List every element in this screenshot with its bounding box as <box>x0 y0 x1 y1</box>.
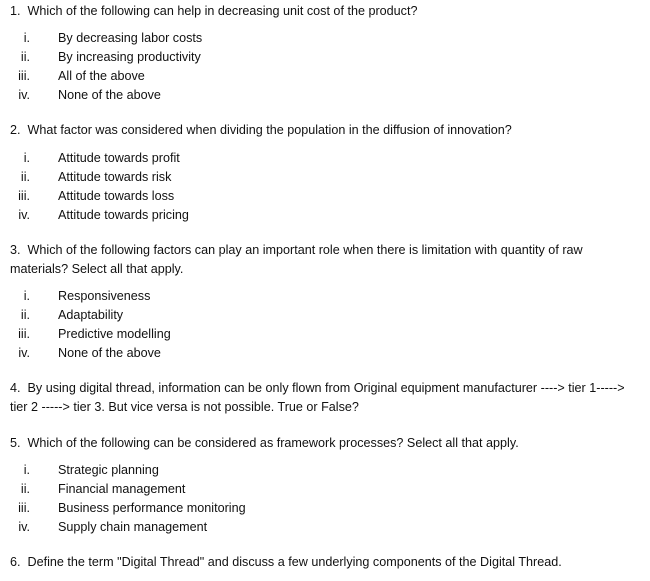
question-2 <box>10 121 640 140</box>
question-3-options <box>0 287 640 363</box>
option-text: Adaptability <box>58 308 124 322</box>
option-numeral: i. <box>23 31 30 45</box>
option-item <box>0 67 640 86</box>
option-text: All of the above <box>58 69 145 83</box>
option-text: Business performance monitoring <box>58 501 246 515</box>
option-numeral: iii. <box>18 69 30 83</box>
question-1 <box>10 2 640 21</box>
option-text: Responsiveness <box>58 289 151 303</box>
question-text: Which of the following can be considered as framework processes? Select all that apply. <box>27 436 519 450</box>
option-item <box>0 499 640 518</box>
option-numeral: iii. <box>18 189 30 203</box>
option-item <box>0 287 640 306</box>
option-item <box>0 518 640 537</box>
question-number: 3. <box>10 243 21 257</box>
option-item <box>0 149 640 168</box>
option-text: Predictive modelling <box>58 327 171 341</box>
option-numeral: iii. <box>18 501 30 515</box>
question-text: Define the term "Digital Thread" and discuss a few underlying components of the Digital Thread. <box>27 555 562 569</box>
option-numeral: iii. <box>18 327 30 341</box>
option-numeral: i. <box>23 289 30 303</box>
option-item <box>0 206 640 225</box>
option-text: None of the above <box>58 88 161 102</box>
option-item <box>0 187 640 206</box>
question-2-options <box>0 149 640 225</box>
option-numeral: iv. <box>18 346 30 360</box>
question-3 <box>10 241 640 279</box>
option-item <box>0 48 640 67</box>
option-item <box>0 480 640 499</box>
option-numeral: ii. <box>20 170 30 184</box>
question-number: 4. <box>10 381 21 395</box>
option-text: Supply chain management <box>58 520 208 534</box>
option-text: Attitude towards risk <box>58 170 172 184</box>
option-item <box>0 168 640 187</box>
option-numeral: iv. <box>18 208 30 222</box>
option-numeral: ii. <box>20 482 30 496</box>
question-text: Which of the following can help in decreasing unit cost of the product? <box>27 4 418 18</box>
question-number: 6. <box>10 555 21 569</box>
option-text: None of the above <box>58 346 161 360</box>
option-item <box>0 29 640 48</box>
option-text: Attitude towards pricing <box>58 208 189 222</box>
question-5-options <box>0 461 640 537</box>
option-numeral: i. <box>23 151 30 165</box>
question-number: 2. <box>10 123 21 137</box>
option-numeral: ii. <box>20 308 30 322</box>
option-text: Attitude towards profit <box>58 151 180 165</box>
question-1-options <box>0 29 640 105</box>
question-6 <box>10 553 640 572</box>
question-text: What factor was considered when dividing the population in the diffusion of innovation? <box>27 123 512 137</box>
question-number: 5. <box>10 436 21 450</box>
option-numeral: i. <box>23 463 30 477</box>
option-item <box>0 461 640 480</box>
option-text: By increasing productivity <box>58 50 201 64</box>
question-text: Which of the following factors can play an important role when there is limitation with quantity of raw materials? Select all that apply. <box>10 243 583 276</box>
option-text: Financial management <box>58 482 186 496</box>
option-item <box>0 86 640 105</box>
option-numeral: iv. <box>18 88 30 102</box>
option-item <box>0 325 640 344</box>
question-4 <box>10 379 640 417</box>
question-5 <box>10 434 640 453</box>
option-text: Strategic planning <box>58 463 159 477</box>
question-text: By using digital thread, information can be only flown from Original equipment manufacturer ----> tier 1-----> tier 2 -----> tier 3. But vice versa is not possible. True or False? <box>10 381 625 414</box>
option-text: By decreasing labor costs <box>58 31 203 45</box>
option-numeral: iv. <box>18 520 30 534</box>
option-item <box>0 306 640 325</box>
option-numeral: ii. <box>20 50 30 64</box>
option-text: Attitude towards loss <box>58 189 175 203</box>
question-number: 1. <box>10 4 21 18</box>
option-item <box>0 344 640 363</box>
